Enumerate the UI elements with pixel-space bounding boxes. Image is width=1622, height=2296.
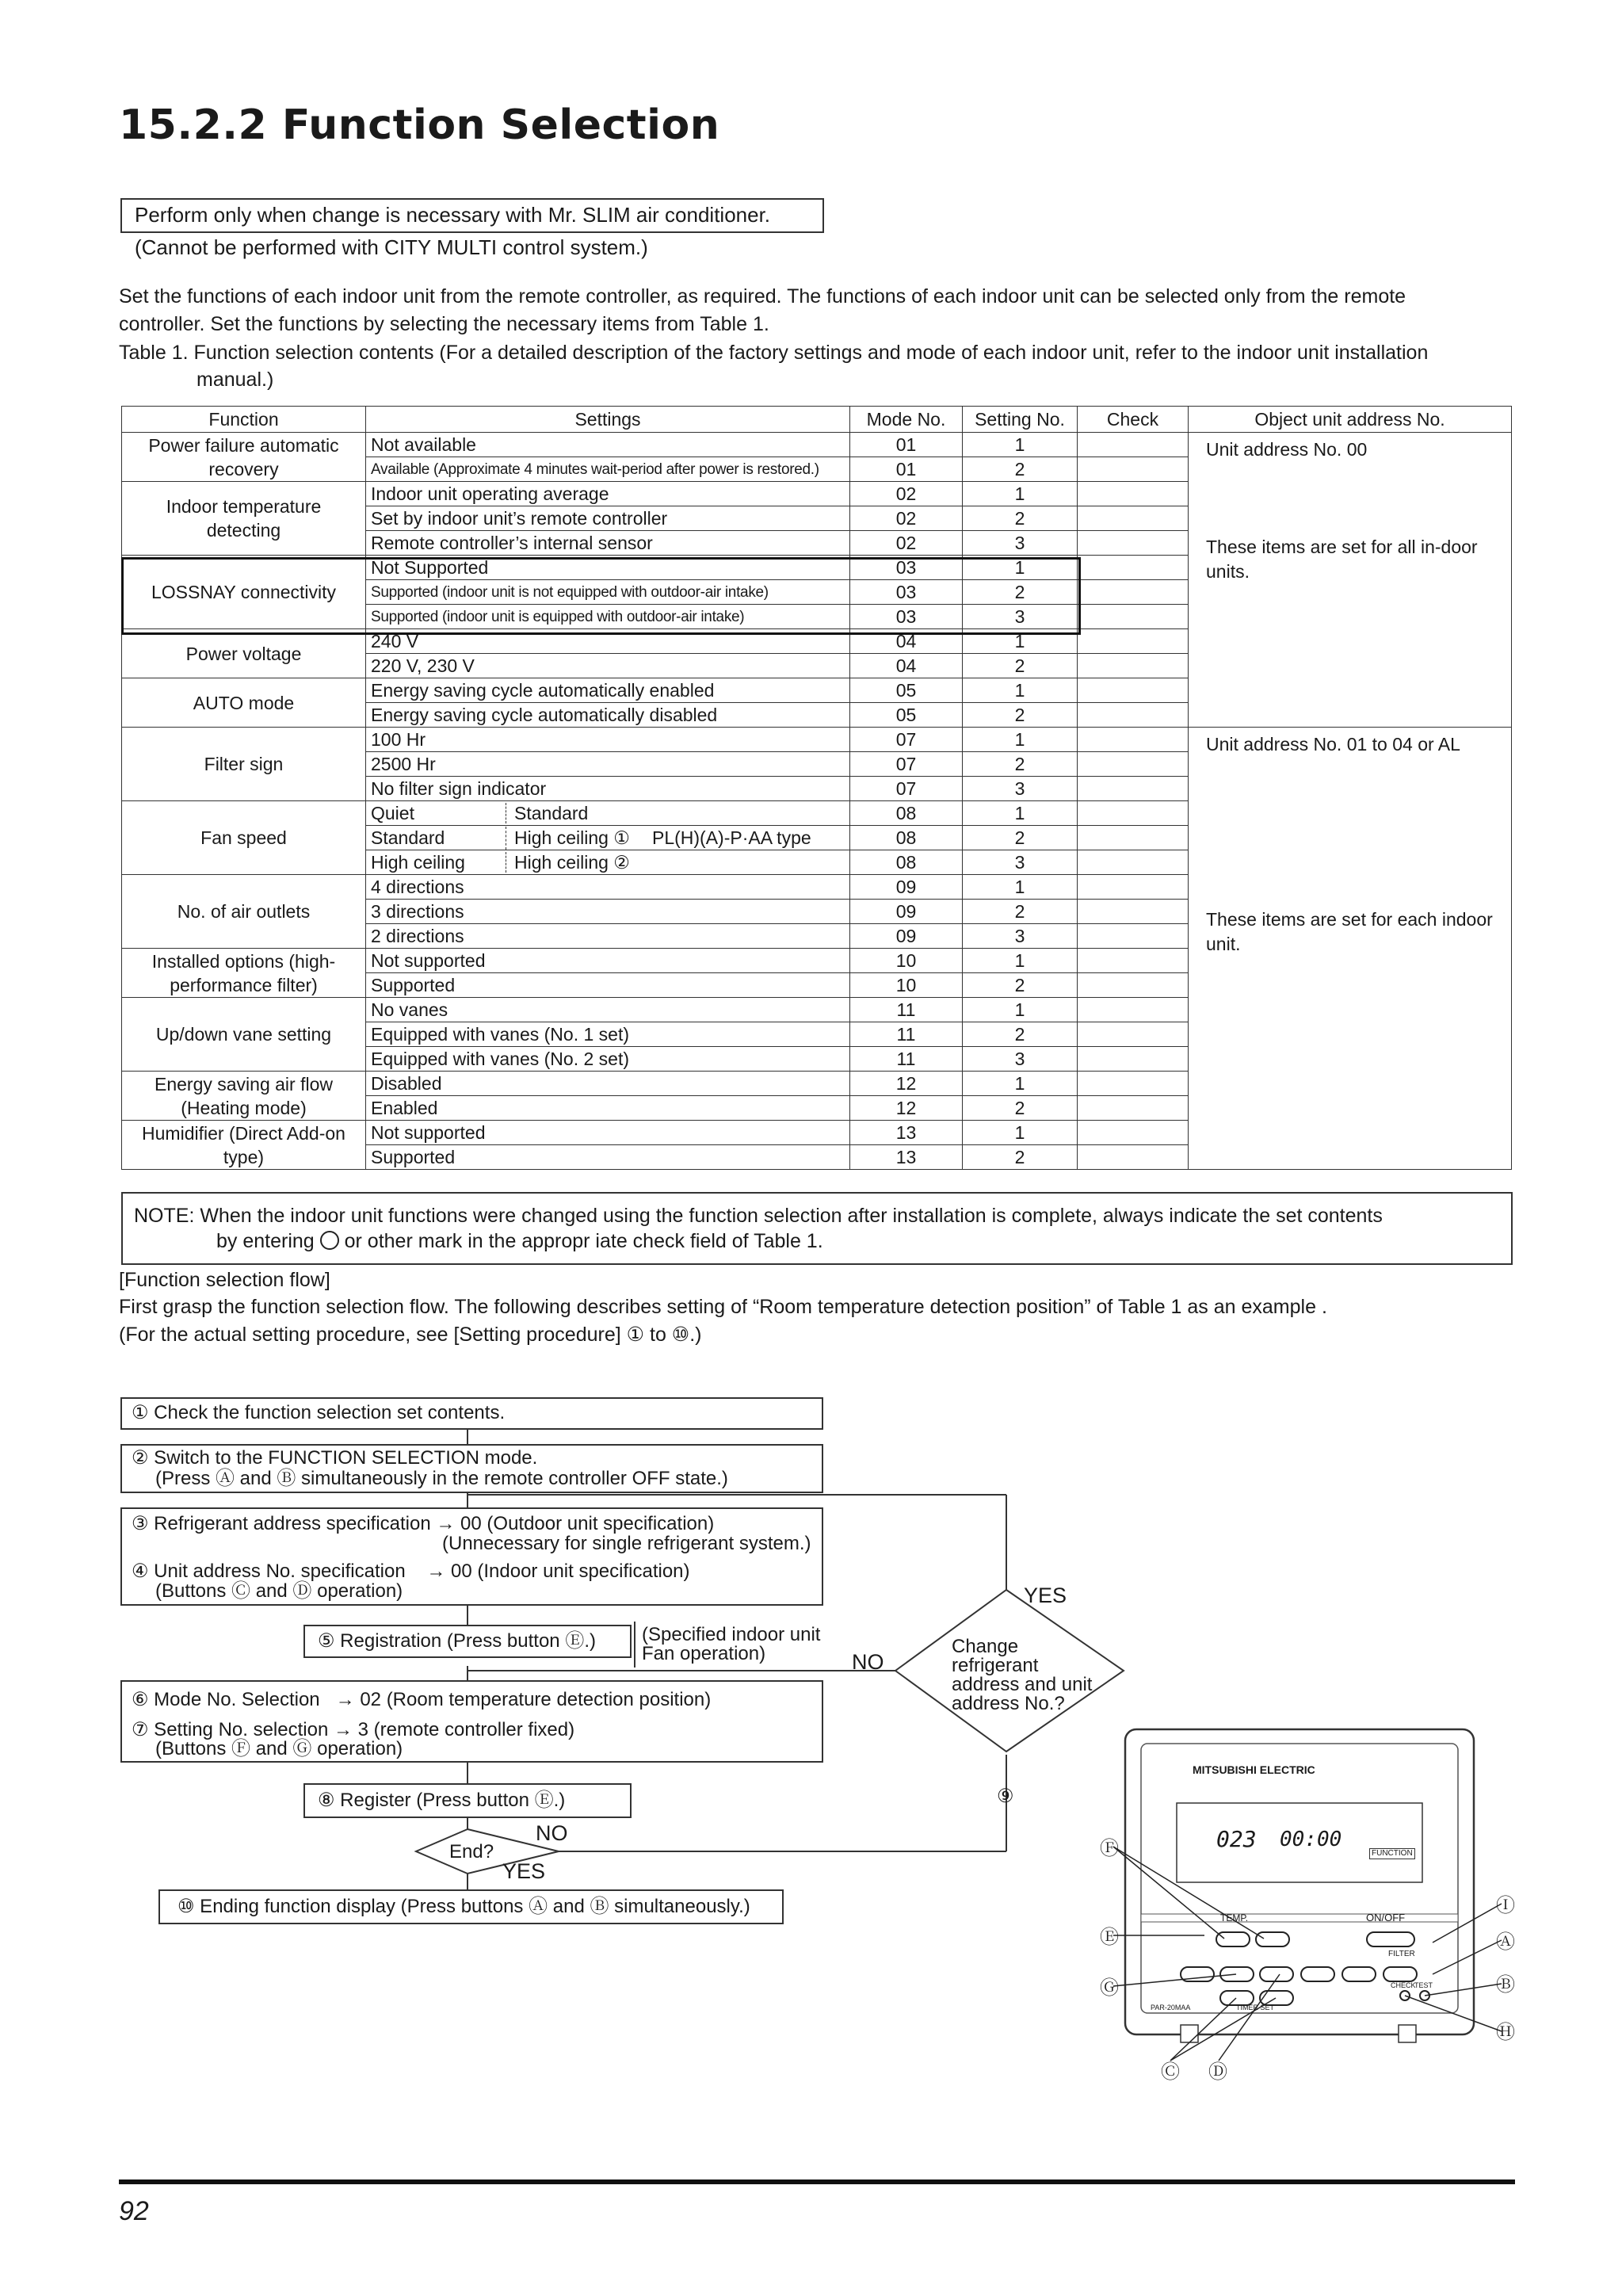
setting-cell: Disabled xyxy=(366,1072,850,1096)
flow-step-4a: ④ Unit address No. specification xyxy=(132,1561,406,1582)
setting-cell: Equipped with vanes (No. 2 set) xyxy=(366,1047,850,1072)
setting-no-cell: 2 xyxy=(963,1145,1078,1170)
mode-cell: 11 xyxy=(850,998,963,1022)
remote-display-setting: 00:00 xyxy=(1280,1828,1342,1851)
setting-no-cell: 3 xyxy=(963,531,1078,556)
fan-setting-b: High ceiling ① xyxy=(506,827,641,850)
diamond-line-4: address No.? xyxy=(952,1693,1065,1714)
flow-title: [Function selection flow] xyxy=(119,1269,330,1291)
fan-setting-b: High ceiling ② xyxy=(506,852,630,873)
remote-label-d: Ⓓ xyxy=(1208,2061,1227,2083)
setting-cell: Set by indoor unit’s remote controller xyxy=(366,506,850,531)
setting-cell: Equipped with vanes (No. 1 set) xyxy=(366,1022,850,1047)
arrow-icon: → xyxy=(426,1561,446,1582)
setting-cell: 2 directions xyxy=(366,924,850,949)
diamond-line-2: refrigerant xyxy=(952,1655,1039,1676)
intro-para-1: Set the functions of each indoor unit from the remote controller, as required. The functions of each indoor unit can be selected only from the remote xyxy=(119,285,1406,308)
mode-cell: 04 xyxy=(850,629,963,654)
loop-label-9: ⑨ xyxy=(997,1786,1014,1807)
function-cell: Humidifier (Direct Add-on type) xyxy=(122,1121,366,1170)
setting-no-cell: 1 xyxy=(963,1072,1078,1096)
setting-no-cell: 2 xyxy=(963,703,1078,728)
remote-model-label: PAR-20MAA xyxy=(1151,2004,1191,2011)
note-line-2a: by entering xyxy=(216,1230,315,1252)
setting-cell: Energy saving cycle automatically enabled xyxy=(366,678,850,703)
mode-cell: 01 xyxy=(850,433,963,457)
remote-timer-label: TIMER SET xyxy=(1236,2004,1275,2011)
flow-step-6-7 xyxy=(120,1680,823,1763)
setting-no-cell: 1 xyxy=(963,875,1078,900)
remote-label-c: Ⓒ xyxy=(1161,2061,1180,2083)
setting-cell: Not supported xyxy=(366,949,850,973)
setting-no-cell: 1 xyxy=(963,556,1078,580)
flow-step-6-text xyxy=(132,1690,711,1710)
setting-no-cell: 2 xyxy=(963,506,1078,531)
setting-cell: Supported xyxy=(366,973,850,998)
flow-step-1 xyxy=(120,1397,823,1430)
flow-step-7b: 3 (remote controller fixed) xyxy=(357,1719,575,1740)
setting-no-cell: 1 xyxy=(963,482,1078,506)
diamond-line-3: address and unit xyxy=(952,1674,1093,1695)
setting-cell: Remote controller’s internal sensor xyxy=(366,531,850,556)
flow-intro-1: First grasp the function selection flow. The following describes setting of “Room temperature detection position” of Table 1 as an example . xyxy=(119,1296,1327,1318)
function-cell: Energy saving air flow (Heating mode) xyxy=(122,1072,366,1121)
condition-paren: (Cannot be performed with CITY MULTI control system.) xyxy=(135,235,648,259)
col-header-object: Object unit address No. xyxy=(1189,407,1512,433)
setting-no-cell: 2 xyxy=(963,1096,1078,1121)
remote-brand: MITSUBISHI ELECTRIC xyxy=(1193,1763,1315,1776)
remote-onoff-label: ON/OFF xyxy=(1366,1912,1406,1924)
function-cell: No. of air outlets xyxy=(122,875,366,949)
setting-cell: Indoor unit operating average xyxy=(366,482,850,506)
col-header-setting-no: Setting No. xyxy=(963,407,1078,433)
flow-step-3-sub: (Unnecessary for single refrigerant system.) xyxy=(442,1533,811,1554)
function-cell: Fan speed xyxy=(122,801,366,875)
function-cell: LOSSNAY connectivity xyxy=(122,556,366,629)
mode-cell: 12 xyxy=(850,1072,963,1096)
setting-cell: No filter sign indicator xyxy=(366,777,850,801)
function-cell: Indoor temperature detecting xyxy=(122,482,366,556)
flow-step-8-text: ⑧ Register (Press button Ⓔ.) xyxy=(318,1790,566,1811)
mode-cell: 07 xyxy=(850,728,963,752)
col-header-check: Check xyxy=(1078,407,1189,433)
flow-step-5-note-1: (Specified indoor unit xyxy=(642,1624,821,1645)
mode-cell: 03 xyxy=(850,580,963,605)
mode-cell: 03 xyxy=(850,605,963,629)
intro-para-2: controller. Set the functions by selecting the necessary items from Table 1. xyxy=(119,313,769,335)
col-header-settings: Settings xyxy=(366,407,850,433)
setting-cell: 3 directions xyxy=(366,900,850,924)
remote-controller-body xyxy=(1093,1728,1521,2076)
end-no-label: NO xyxy=(536,1821,568,1845)
remote-label-a: Ⓐ xyxy=(1496,1931,1515,1953)
setting-no-cell: 3 xyxy=(963,1047,1078,1072)
condition-text: Perform only when change is necessary with Mr. SLIM air conditioner. xyxy=(135,203,771,227)
fan-setting-b: Standard xyxy=(506,803,588,823)
remote-label-e: Ⓔ xyxy=(1100,1927,1119,1948)
setting-no-cell: 3 xyxy=(963,924,1078,949)
col-header-function: Function xyxy=(122,407,366,433)
setting-no-cell: 3 xyxy=(963,777,1078,801)
setting-no-cell: 1 xyxy=(963,998,1078,1022)
flow-step-6b: 02 (Room temperature detection position) xyxy=(360,1689,712,1710)
setting-no-cell: 1 xyxy=(963,1121,1078,1145)
setting-no-cell: 3 xyxy=(963,850,1078,875)
flow-step-10 xyxy=(158,1889,784,1924)
mode-cell: 08 xyxy=(850,850,963,875)
setting-no-cell: 2 xyxy=(963,973,1078,998)
flow-step-8 xyxy=(303,1783,632,1818)
mode-cell: 08 xyxy=(850,826,963,850)
flow-step-2-sub: (Press Ⓐ and Ⓑ simultaneously in the remote controller OFF state.) xyxy=(155,1468,728,1489)
flow-step-5 xyxy=(303,1625,632,1658)
setting-cell: Not supported xyxy=(366,1121,850,1145)
fan-model-label: PL(H)(A)-P·AA type xyxy=(652,827,811,848)
object-text: These items are set for each indoor unit. xyxy=(1206,909,1493,954)
mode-cell: 13 xyxy=(850,1121,963,1145)
remote-label-i: Ⓘ xyxy=(1496,1895,1515,1916)
mode-cell: 12 xyxy=(850,1096,963,1121)
setting-no-cell: 2 xyxy=(963,457,1078,482)
flow-step-3-4 xyxy=(120,1507,823,1606)
setting-cell: Energy saving cycle automatically disabled xyxy=(366,703,850,728)
setting-cell: No vanes xyxy=(366,998,850,1022)
remote-label-b: Ⓑ xyxy=(1496,1974,1515,1996)
note-line-2b: or other mark in the appropr iate check field of Table 1. xyxy=(344,1230,823,1252)
end-question: End? xyxy=(449,1841,494,1862)
flow-step-10-text: ⑩ Ending function display (Press buttons Ⓐ and Ⓑ simultaneously.) xyxy=(177,1896,750,1917)
page-title: 15.2.2 Function Selection xyxy=(119,101,720,149)
fan-setting-a: Quiet xyxy=(371,802,414,823)
flow-step-4b: 00 (Indoor unit specification) xyxy=(451,1561,690,1582)
setting-no-cell: 2 xyxy=(963,654,1078,678)
flow-step-3-text xyxy=(132,1514,714,1534)
flow-step-4-sub: (Buttons Ⓒ and Ⓓ operation) xyxy=(155,1580,403,1602)
flow-step-1-text: ① Check the function selection set contents. xyxy=(132,1402,506,1423)
setting-cell: 2500 Hr xyxy=(366,752,850,777)
flow-step-5-note xyxy=(634,1622,853,1668)
mode-cell: 07 xyxy=(850,752,963,777)
remote-filter-label: FILTER xyxy=(1388,1950,1415,1958)
setting-cell: Not Supported xyxy=(366,556,850,580)
flow-step-6a: ⑥ Mode No. Selection xyxy=(132,1689,320,1710)
setting-no-cell: 2 xyxy=(963,1022,1078,1047)
flow-step-2-text: ② Switch to the FUNCTION SELECTION mode. xyxy=(132,1447,538,1469)
remote-label-h: Ⓗ xyxy=(1496,2022,1515,2043)
setting-cell: 240 V xyxy=(366,629,850,654)
mode-cell: 02 xyxy=(850,531,963,556)
flow-step-7a: ⑦ Setting No. selection xyxy=(132,1719,329,1740)
remote-temp-label: TEMP. xyxy=(1220,1912,1249,1924)
diamond-no-label: NO xyxy=(852,1650,884,1674)
object-text: Unit address No. 01 to 04 or AL xyxy=(1206,734,1460,755)
function-cell: Installed options (high-performance filter) xyxy=(122,949,366,998)
arrow-icon: → xyxy=(335,1689,355,1710)
setting-cell: 220 V, 230 V xyxy=(366,654,850,678)
flow-step-3b: 00 (Outdoor unit specification) xyxy=(460,1513,715,1534)
arrow-icon: → xyxy=(333,1719,353,1740)
function-cell: Up/down vane setting xyxy=(122,998,366,1072)
setting-no-cell: 1 xyxy=(963,728,1078,752)
setting-cell: 4 directions xyxy=(366,875,850,900)
mode-cell: 05 xyxy=(850,678,963,703)
flow-step-5-text: ⑤ Registration (Press button Ⓔ.) xyxy=(318,1630,596,1652)
mode-cell: 02 xyxy=(850,482,963,506)
function-cell: Power voltage xyxy=(122,629,366,678)
setting-cell: Supported xyxy=(366,1145,850,1170)
remote-label-f: Ⓕ xyxy=(1100,1838,1119,1859)
mode-cell: 10 xyxy=(850,973,963,998)
mode-cell: 05 xyxy=(850,703,963,728)
col-header-mode: Mode No. xyxy=(850,407,963,433)
mode-cell: 04 xyxy=(850,654,963,678)
table-caption-2: manual.) xyxy=(197,369,274,391)
setting-no-cell: 2 xyxy=(963,580,1078,605)
flow-intro-2: (For the actual setting procedure, see [Setting procedure] ① to ⑩.) xyxy=(119,1324,702,1346)
mode-cell: 07 xyxy=(850,777,963,801)
mode-cell: 03 xyxy=(850,556,963,580)
object-text: Unit address No. 00 xyxy=(1206,439,1368,460)
remote-test-label: TEST xyxy=(1414,1981,1433,1989)
mode-cell: 02 xyxy=(850,506,963,531)
footer-rule xyxy=(119,2179,1515,2184)
function-cell: AUTO mode xyxy=(122,678,366,728)
flow-step-5-note-2: Fan operation) xyxy=(642,1643,766,1664)
setting-cell: Available (Approximate 4 minutes wait-period after power is restored.) xyxy=(366,457,850,482)
setting-cell: Not available xyxy=(366,433,850,457)
object-text: These items are set for all in-door units. xyxy=(1206,537,1478,582)
flow-step-3a: ③ Refrigerant address specification xyxy=(132,1513,431,1534)
function-cell: Filter sign xyxy=(122,728,366,801)
page-number: 92 xyxy=(119,2196,149,2226)
setting-no-cell: 2 xyxy=(963,752,1078,777)
diamond-yes-label: YES xyxy=(1024,1584,1067,1607)
setting-no-cell: 1 xyxy=(963,678,1078,703)
mode-cell: 08 xyxy=(850,801,963,826)
mode-cell: 09 xyxy=(850,875,963,900)
mode-cell: 01 xyxy=(850,457,963,482)
mode-cell: 11 xyxy=(850,1022,963,1047)
setting-no-cell: 1 xyxy=(963,629,1078,654)
mode-cell: 09 xyxy=(850,900,963,924)
mode-cell: 09 xyxy=(850,924,963,949)
remote-label-g: Ⓖ xyxy=(1100,1977,1119,1999)
setting-no-cell: 2 xyxy=(963,900,1078,924)
remote-controller-illustration xyxy=(1093,1728,1521,2083)
setting-no-cell: 3 xyxy=(963,605,1078,629)
remote-check-label: CHECK xyxy=(1391,1981,1416,1989)
fan-setting-a: High ceiling xyxy=(371,851,465,873)
setting-no-cell: 1 xyxy=(963,433,1078,457)
setting-no-cell: 1 xyxy=(963,949,1078,973)
mode-cell: 13 xyxy=(850,1145,963,1170)
diamond-line-1: Change xyxy=(952,1636,1019,1657)
table-caption-1: Table 1. Function selection contents (For a detailed description of the factory settings and mode of each indoor unit, refer to the indoor unit installation xyxy=(119,342,1429,364)
remote-display-function: FUNCTION xyxy=(1369,1848,1415,1859)
mode-cell: 11 xyxy=(850,1047,963,1072)
note-line-1: NOTE: When the indoor unit functions were changed using the function selection after installation is complete, always indicate the set contents xyxy=(134,1205,1383,1227)
setting-cell: Supported (indoor unit is not equipped with outdoor-air intake) xyxy=(366,580,850,605)
setting-cell: Supported (indoor unit is equipped with outdoor-air intake) xyxy=(366,605,850,629)
remote-display-mode: 023 xyxy=(1216,1826,1257,1852)
flow-step-2 xyxy=(120,1444,823,1493)
setting-cell: 100 Hr xyxy=(366,728,850,752)
setting-no-cell: 2 xyxy=(963,826,1078,850)
setting-no-cell: 1 xyxy=(963,801,1078,826)
arrow-icon: → xyxy=(436,1513,456,1534)
flow-step-7-sub: (Buttons Ⓕ and Ⓖ operation) xyxy=(155,1738,403,1759)
mode-cell: 10 xyxy=(850,949,963,973)
setting-cell: Enabled xyxy=(366,1096,850,1121)
fan-setting-a: Standard xyxy=(371,827,445,848)
end-yes-label: YES xyxy=(502,1859,546,1883)
function-cell: Power failure automatic recovery xyxy=(122,433,366,482)
flow-step-4-text xyxy=(132,1561,690,1582)
